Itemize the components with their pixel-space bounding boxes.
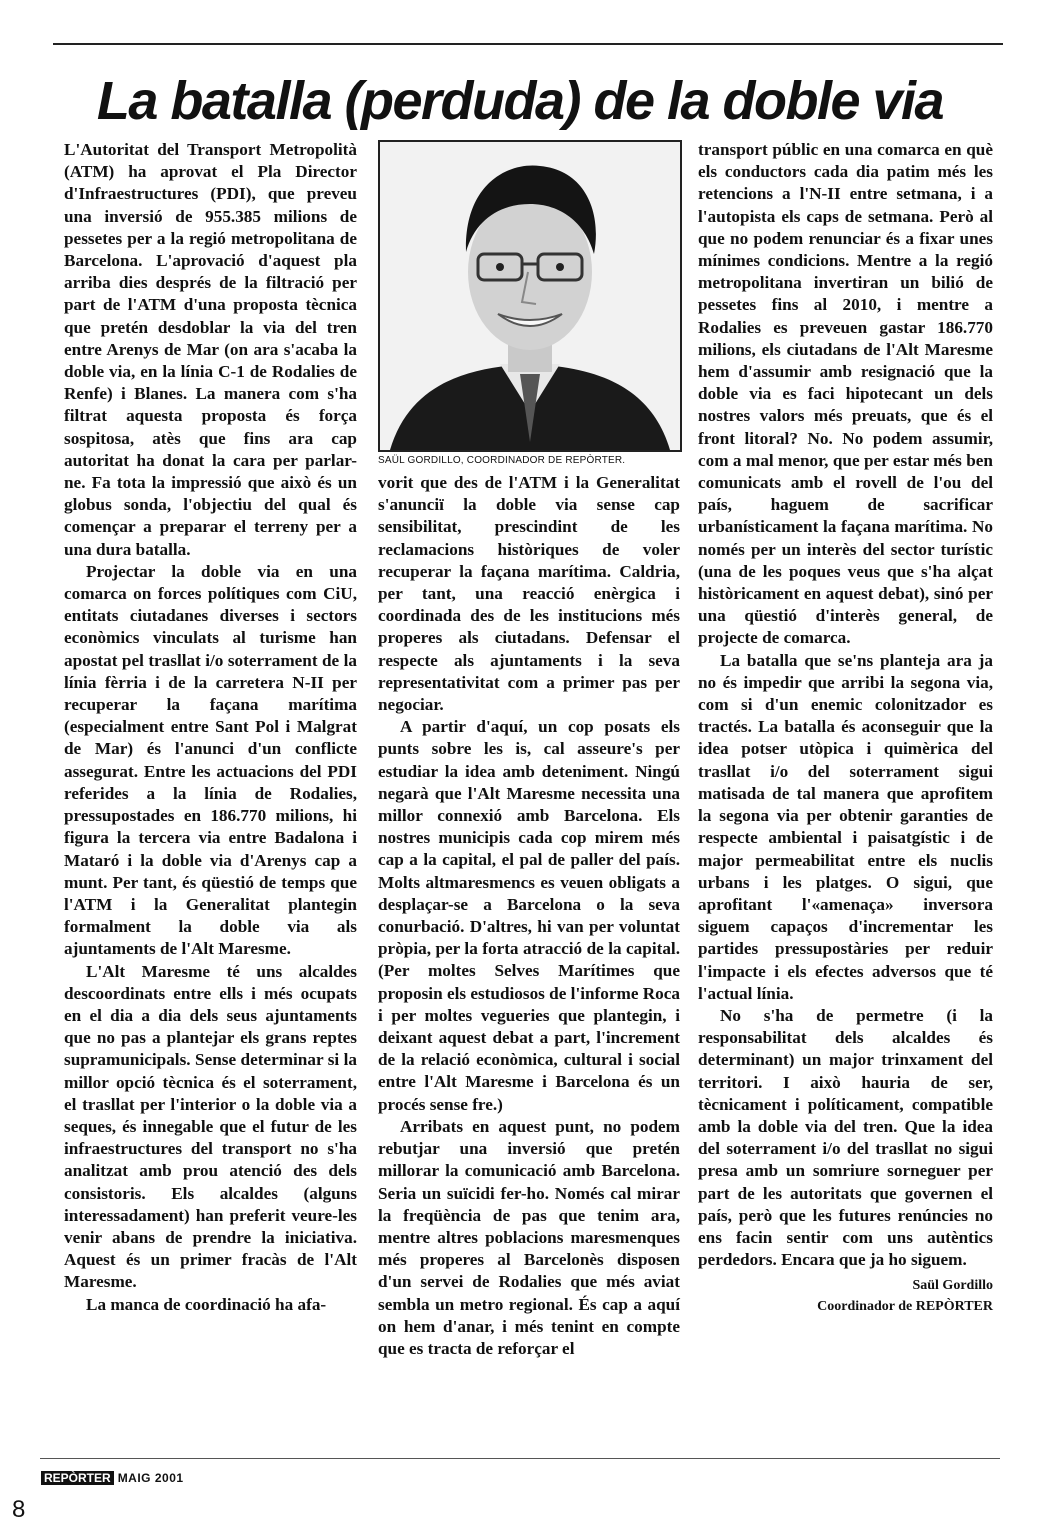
paragraph: No s'ha de permetre (i la responsabilitat dels alcaldes és determinant) un major trinxament del territori. I això hauria de ser, tècnicament i políticament, compatible amb la doble via del tren. Que la idea del soterrament i/o del trasllat no sigui presa amb un somriure sorneguer per part de les autoritats que governen el país, però que les futures renúncies no ens facin sentir com uns autèntics perdedors. Encara que ja ho siguem. (698, 1005, 993, 1270)
paragraph: La batalla que se'ns planteja ara ja no és impedir que arribi la segona via, com si d'un enemic colonitzador es tractés. La batalla és aconseguir que la idea potser utòpica i quimèrica del trasllat i/o del soterrament sigui matisada de tal manera que aprofitem la segona via per obtenir garanties de respecte ambiental i paisatgístic i de major permeabilitat entre els nuclis urbans i les platges. O sigui, que aprofitant l'«amenaça» inversora siguem capaços d'incrementar les partides pressupostàries per reduir l'impacte i els efectes adversos que té l'actual línia. (698, 650, 993, 1003)
footer-masthead (41, 1471, 184, 1485)
paragraph: A partir d'aquí, un cop posats els punts sobre les is, cal asseure's per estudiar la idea amb deteniment. Ningú negarà que l'Alt Maresme necessita una millor connexió amb Barcelona. Els nostres municipis cada cop mirem més cap a la capital, el pal de paller del país. Molts altmaresmencs es veuen obligats a desplaçar-se a Barcelona o la seva conurbació. D'altres, hi van per voluntat pròpia, per la forta atracció de la capital. (Per moltes Selves Marítimes que proposin els estudiosos de l'informe Roca i per moltes vegueries que plantegin, i deixant aquest debat a part, l'increment de la relació econòmica, cultural i social entre l'Alt Maresme i Barcelona és un procés sense fre.) (378, 717, 680, 1114)
top-rule (53, 43, 1003, 45)
issue-date: MAIG 2001 (117, 1471, 184, 1485)
author-photo (378, 140, 682, 452)
article-column-3 (698, 139, 993, 1317)
signature-name: Saül Gordillo (912, 1278, 993, 1294)
article-column-2 (378, 472, 680, 1360)
paragraph: L'Autoritat del Transport Metropolità (ATM) ha aprovat el Pla Director d'Infraestructures (PDI), que preveu una inversió de 955.385 milions de pessetes per a la regió metropolitana de Barcelona. L'aprovació d'aquest pla arriba dies després de la filtració per part de l'ATM d'una proposta tècnica que pretén desdoblar la via del tren entre Arenys de Mar (on ara s'acaba la doble via, en la línia C-1 de Rodalies de Renfe) i Blanes. La manera com s'ha filtrat aquesta proposta és força sospitosa, atès que fins ara cap autoritat ha donat la cara per parlar-ne. Fa tota la impressió que això és un globus sonda, l'objectiu del qual és començar a preparar el terreny per a una dura batalla. (64, 140, 357, 559)
magazine-logo: REPÒRTER (41, 1471, 114, 1485)
signature (698, 1275, 993, 1317)
article-headline: La batalla (perduda) de la doble via (96, 71, 944, 131)
photo-caption: SAÜL GORDILLO, COORDINADOR DE REPÒRTER. (378, 455, 626, 466)
paragraph: vorit que des de l'ATM i la Generalitat s'anunciï la doble via sense cap sensibilitat, prescindint de les reclamacions històriques de voler recuperar la façana marítima. Caldria, per tant, una reacció enèrgica i coordinada des de les institucions més properes als ciutadans. Defensar el respecte als ajuntaments i la seva representativitat com a primer pas per negociar. (378, 473, 680, 715)
footer-rule (40, 1458, 1000, 1459)
paragraph: transport públic en una comarca en què els conductors cada dia patim més les retencions a l'N-II entre setmana, i a l'autopista els caps de setmana. Però al que no podem renunciar és a fixar unes mínimes condicions. Mentre a la regió metropolitana invertiran un bilió de pessetes fins al 2010, i mentre a Rodalies es preveuen gastar 186.770 milions, els ciutadans de l'Alt Maresme hem d'assumir amb resignació que la doble via es faci hipotecant un dels nostres valors més preuats, que és el front litoral? No. No podem assumir, com a mal menor, que per estar més ben comunicats amb el rovell de l'ou del país, haguem de sacrificar urbanísticament la façana marítima. No només per un interès del sector turístic (una de les poques veus que s'ha alçat històricament en aquest debat), sinó per una qüestió d'interès general, de projecte de comarca. (698, 140, 993, 648)
signature-role: Coordinador de REPÒRTER (817, 1299, 993, 1315)
paragraph: La manca de coordinació ha afa- (86, 1294, 327, 1314)
paragraph: Arribats en aquest punt, no podem rebutjar una inversió que pretén millorar la comunicació amb Barcelona. Seria un suïcidi fer-ho. Només cal mirar la freqüència de pas que tenim ara, mentre altres poblacions maresmenques més properes al Barcelonès disposen d'un servei de Rodalies que més aviat sembla un metro regional. És cap a aquí on hem d'anar, i més tenint en compte que es tracta de reforçar el (378, 1116, 680, 1358)
paragraph: Projectar la doble via en una comarca on forces polítiques com CiU, entitats ciutadanes diverses i sectors econòmics vinculats al turisme han apostat pel trasllat i/o soterrament de la línia fèrria i de la carretera N-II per recuperar la façana marítima (especialment entre Sant Pol i Malgrat de Mar) és l'anunci d'un conflicte assegurat. Entre les actuacions del PDI referides a la línia de Rodalies, pressupostades en 186.770 milions, hi figura la tercera via entre Badalona i Mataró i la doble via d'Arenys cap a munt. Per tant, és qüestió de temps que l'ATM i la Generalitat plantegin formalment la doble via als ajuntaments de l'Alt Maresme. (64, 561, 357, 959)
page-number: 8 (12, 1496, 26, 1523)
portrait-image (380, 142, 680, 450)
paragraph: L'Alt Maresme té uns alcaldes descoordinats entre ells i més ocupats en el dia a dia dels seus ajuntaments que no pas a plantejar els grans reptes supramunicipals. Sense determinar si la millor opció tècnica és el soterrament, el trasllat per l'interior o la doble via a seques, és innegable que el futur de les infraestructures del transport no s'ha analitzat amb prou atenció des dels consistoris. Els alcaldes (alguns interessadament) han preferit veure-les venir abans de prendre la iniciativa. Aquest és un primer fracàs de l'Alt Maresme. (64, 961, 357, 1292)
article-column-1 (64, 139, 357, 1316)
